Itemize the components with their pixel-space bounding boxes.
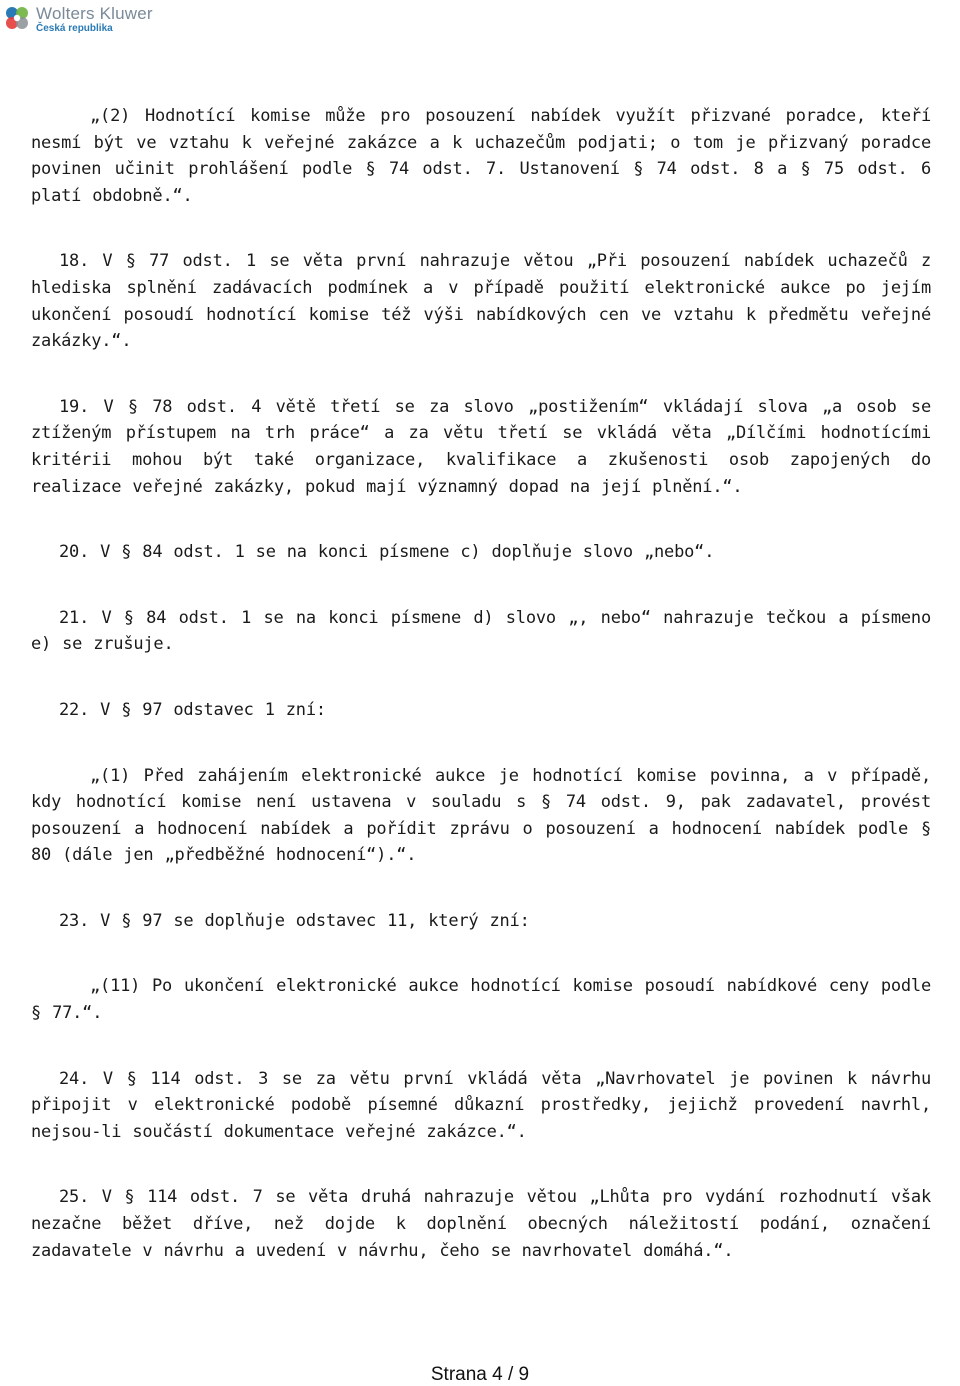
amendment-item-24: 24. V § 114 odst. 3 se za větu první vkládá věta „Navrhovatel je povinen k návrhu připojit v elektronické podobě písemné důkazní prostředky, jejichž provedení navrhl, nejsou-li součástí dokumentace veřejné zakázce.“. xyxy=(31,1068,931,1142)
page-number: Strana 4 / 9 xyxy=(430,1364,530,1385)
amendment-item-25: 25. V § 114 odst. 7 se věta druhá nahrazuje větou „Lhůta pro vydání rozhodnutí však nezačne běžet dříve, než dojde k doplnění obecných náležitostí podání, označení zadavatele v návrhu a uvedení v návrhu, čeho se navrhovatel domáhá.“. xyxy=(31,1187,931,1261)
quoted-paragraph: „(1) Před zahájením elektronické aukce je hodnotící komise povinna, a v případě, kdy hodnotící komise není ustavena v souladu s § 74 odst. 9, pak zadavatel, provést posouzení a hodnocení nabídek a pořídit zprávu o posouzení a hodnocení nabídek podle § 80 (dále jen „předběžné hodnocení“).“. xyxy=(31,765,931,866)
wolters-kluwer-logo-icon xyxy=(2,3,32,33)
logo-name: Wolters Kluwer xyxy=(36,4,153,23)
amendment-item-21: 21. V § 84 odst. 1 se na konci písmene d) slovo „, nebo“ nahrazuje tečkou a písmeno e) se zrušuje. xyxy=(31,607,931,655)
amendment-item-18: 18. V § 77 odst. 1 se věta první nahrazuje větou „Při posouzení nabídek uchazečů z hlediska splnění zadávacích podmínek a v případě použití elektronické aukce po jejím ukončení posoudí hodnotící komise též výši nabídkových cen ve vztahu k předmětu veřejné zakázky.“. xyxy=(31,251,931,352)
document-body xyxy=(31,103,931,1264)
quoted-paragraph: „(11) Po ukončení elektronické aukce hodnotící komise posoudí nabídkové ceny podle § 77.“. xyxy=(31,976,931,1024)
amendment-item-20: 20. V § 84 odst. 1 se na konci písmene c) doplňuje slovo „nebo“. xyxy=(59,542,715,563)
logo-subtitle: Česká republika xyxy=(36,23,113,34)
amendment-item-22: 22. V § 97 odstavec 1 zní: xyxy=(59,699,326,720)
quoted-paragraph: „(2) Hodnotící komise může pro posouzení nabídek využít přizvané poradce, kteří nesmí být ve vztahu k veřejné zakázce a k uchazečům podjati; o tom je přizvaný poradce povinen učinit prohlášení podle § 74 odst. 7. Ustanovení § 74 odst. 8 a § 75 odst. 6 platí obdobně.“. xyxy=(31,106,931,206)
publisher-logo xyxy=(2,2,153,36)
amendment-item-19: 19. V § 78 odst. 4 větě třetí se za slovo „postižením“ vkládají slova „a osob se ztíženým přístupem na trh práce“ a za větu třetí se vkládá věta „Dílčími hodnotícími kritérii mohou být také organizace, kvalifikace a zkušenosti osob zapojených do realizace veřejné zakázky, pokud mají významný dopad na její plnění.“. xyxy=(31,396,931,497)
amendment-item-23: 23. V § 97 se doplňuje odstavec 11, který zní: xyxy=(59,910,530,931)
